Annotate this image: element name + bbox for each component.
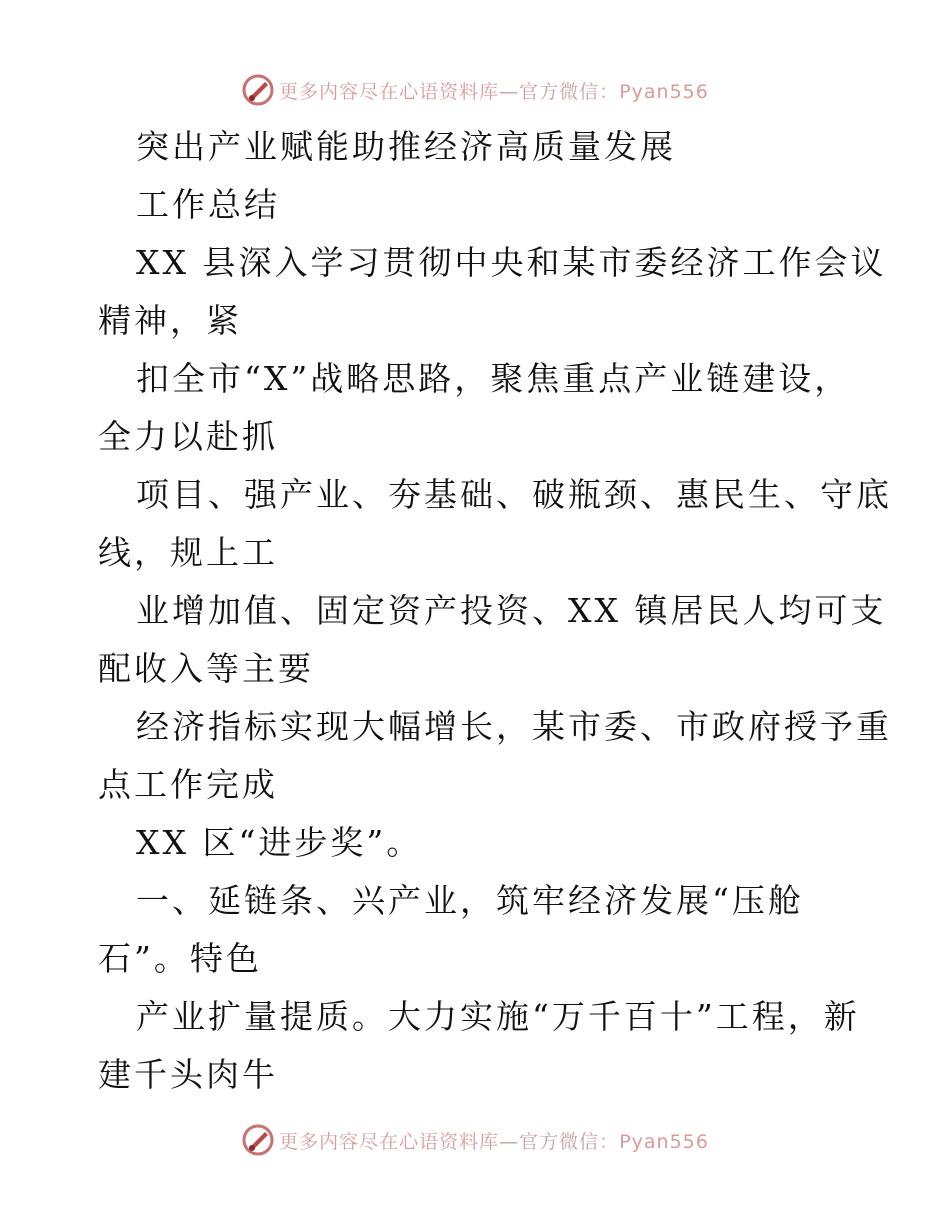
watermark-separator: — [499, 1130, 520, 1153]
text-line: 石”。特色 [98, 939, 262, 978]
text-line: 扣全市“X”战略思路，聚焦重点产业链建设， [136, 359, 851, 398]
text-line: 业增加值、固定资产投资、XX 镇居民人均可支 [136, 591, 887, 630]
document-body [98, 118, 892, 1104]
watermark-contact: 官方微信： [519, 1130, 620, 1153]
text-line: XX 区“进步奖”。 [136, 823, 423, 862]
text-line: XX 县深入学习贯彻中央和某市委经济工作会议 [136, 243, 887, 282]
text-line: 精神，紧 [98, 301, 242, 340]
watermark-main: 更多内容尽在心语资料库 [279, 80, 500, 103]
watermark-separator: — [499, 80, 520, 103]
brush-logo-icon [241, 73, 275, 107]
watermark-main: 更多内容尽在心语资料库 [279, 1130, 500, 1153]
text-line: 突出产业赋能助推经济高质量发展 [136, 127, 676, 166]
text-line: 产业扩量提质。大力实施“万千百十”工程，新 [136, 997, 860, 1036]
text-line: 项目、强产业、夯基础、破瓶颈、惠民生、守底 [136, 475, 892, 514]
watermark-account: Pyan556 [619, 1130, 709, 1153]
text-line: 全力以赴抓 [98, 417, 278, 456]
text-line: 工作总结 [136, 185, 280, 224]
brush-logo-icon [241, 1123, 275, 1157]
text-line: 点工作完成 [98, 765, 278, 804]
watermark-footer [0, 1120, 950, 1160]
watermark-text [279, 1127, 709, 1154]
watermark-contact: 官方微信： [519, 80, 620, 103]
text-line: 配收入等主要 [98, 649, 314, 688]
watermark-header [0, 70, 950, 110]
watermark-account: Pyan556 [619, 80, 709, 103]
text-line: 一、延链条、兴产业，筑牢经济发展“压舱 [136, 881, 804, 920]
watermark-text [279, 77, 709, 104]
text-line: 线，规上工 [98, 533, 278, 572]
text-line: 经济指标实现大幅增长，某市委、市政府授予重 [136, 707, 892, 746]
text-line: 建千头肉牛 [98, 1055, 278, 1094]
